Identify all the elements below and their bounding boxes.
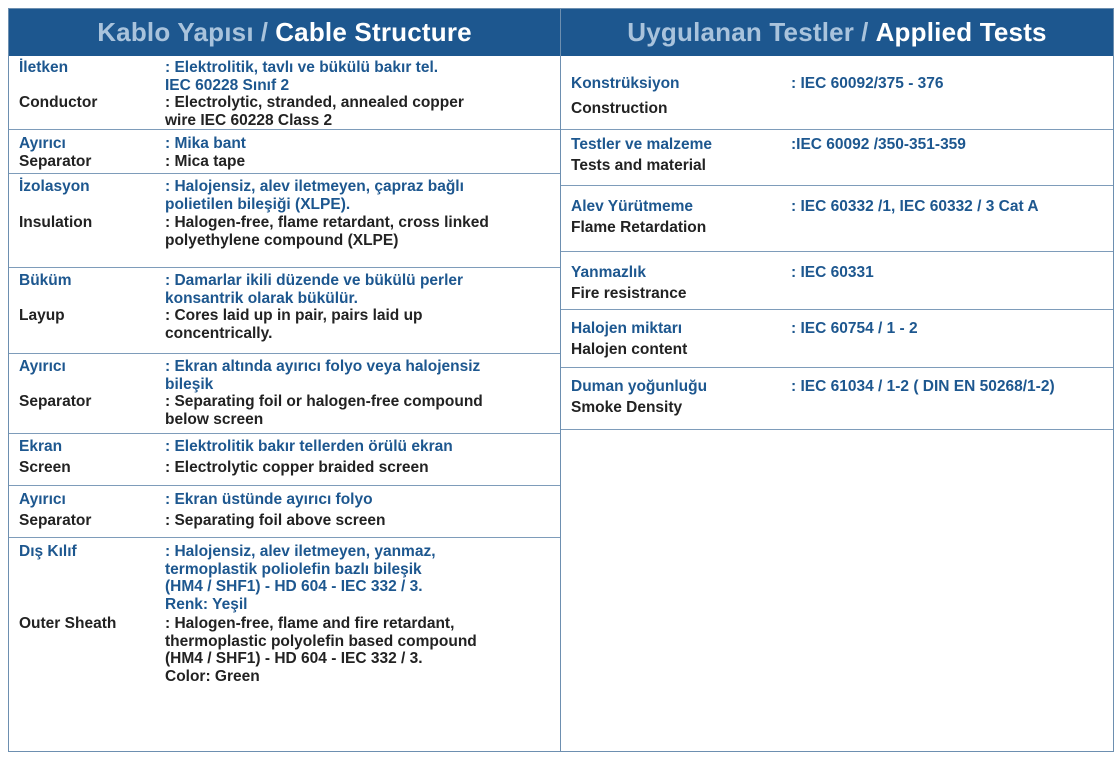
- header-title-en: Applied Tests: [875, 17, 1047, 47]
- test-row-flame-retardation: [561, 186, 1113, 252]
- header-title-tr: Kablo Yapısı: [97, 17, 254, 47]
- test-en-line: [571, 100, 1109, 118]
- row-label-tr: Dış Kılıf: [19, 543, 77, 560]
- row-tr-line: [19, 543, 556, 613]
- row-tr-line: [19, 438, 556, 456]
- row-en-line: [19, 512, 556, 530]
- structure-row-layup: [9, 268, 560, 354]
- row-label-en: Separator: [19, 393, 92, 410]
- row-value-tr: : Damarlar ikili düzende ve bükülü perler konsantrik olarak bükülür.: [165, 272, 464, 307]
- row-value-tr: : Mika bant: [165, 135, 246, 152]
- row-en-line: [19, 393, 556, 428]
- row-value-en: : Mica tape: [165, 152, 246, 170]
- row-en-line: [19, 615, 556, 685]
- test-value: :IEC 60092 /350-351-359: [791, 136, 966, 153]
- test-row-tests-material: [561, 130, 1113, 186]
- row-label-tr: Ayırıcı: [19, 135, 66, 152]
- row-label-en: Conductor: [19, 94, 98, 111]
- test-value: : IEC 60332 /1, IEC 60332 / 3 Cat A: [791, 198, 1039, 215]
- test-label-tr: Konstrüksiyon: [571, 75, 680, 92]
- test-value: : IEC 60331: [791, 264, 874, 281]
- structure-row-separator-foil: [9, 354, 560, 434]
- row-value-en: : Halogen-free, flame and fire retardant, thermoplastic polyolefin based compound (HM4 / SHF1) - HD 604 - IEC 332 / 3. Color: Green: [165, 615, 477, 685]
- test-tr-line: [571, 378, 1109, 396]
- test-label-en: Halojen content: [571, 341, 688, 358]
- row-label-tr: Ayırıcı: [19, 491, 66, 508]
- structure-row-screen: [9, 434, 560, 486]
- test-label-en: Construction: [571, 100, 668, 117]
- row-tr-line: [19, 178, 556, 213]
- row-tr-line: [19, 272, 556, 307]
- test-label-tr: Halojen miktarı: [571, 320, 683, 337]
- row-label-tr: Büküm: [19, 272, 72, 289]
- test-en-line: [571, 341, 1109, 359]
- row-label-en: Separator: [19, 511, 92, 529]
- test-label-tr: Alev Yürütmeme: [571, 198, 694, 215]
- row-tr-line: [19, 135, 556, 153]
- row-label-en: Separator: [19, 152, 92, 170]
- row-label-tr: İzolasyon: [19, 178, 90, 195]
- test-tr-line: [571, 320, 1109, 338]
- test-tr-line: [571, 264, 1109, 282]
- row-en-line: [19, 307, 556, 342]
- row-en-line: [19, 94, 556, 129]
- row-value-tr: : Elektrolitik bakır tellerden örülü ekran: [165, 438, 453, 455]
- test-value: : IEC 60754 / 1 - 2: [791, 320, 918, 337]
- test-row-fire-resistance: [561, 252, 1113, 310]
- row-value-en: : Electrolytic, stranded, annealed copper wire IEC 60228 Class 2: [165, 94, 464, 129]
- test-label-en: Smoke Density: [571, 399, 683, 416]
- test-en-line: [571, 285, 1109, 303]
- structure-row-separator-above-screen: [9, 486, 560, 538]
- structure-row-outer-sheath: [9, 538, 560, 708]
- test-label-en: Flame Retardation: [571, 219, 707, 236]
- row-label-en: Outer Sheath: [19, 615, 117, 632]
- test-label-en: Fire resistrance: [571, 285, 687, 302]
- row-label-en: Insulation: [19, 214, 93, 231]
- test-tr-line: [571, 198, 1109, 216]
- test-label-tr: Duman yoğunluğu: [571, 378, 708, 395]
- applied-tests-panel: [560, 8, 1114, 752]
- structure-row-conductor: [9, 56, 560, 130]
- row-en-line: [19, 214, 556, 249]
- test-row-halogen-content: [561, 310, 1113, 368]
- row-tr-line: [19, 358, 556, 393]
- header-title-tr: Uygulanan Testler: [627, 17, 855, 47]
- applied-tests-header: [561, 9, 1113, 56]
- test-value: : IEC 60092/375 - 376: [791, 75, 944, 92]
- test-label-tr: Yanmazlık: [571, 264, 646, 281]
- row-value-tr: : Halojensiz, alev iletmeyen, çapraz bağlı polietilen bileşiği (XLPE).: [165, 178, 464, 213]
- test-en-line: [571, 399, 1109, 417]
- test-tr-line: [571, 136, 1109, 154]
- row-value-tr: : Elektrolitik, tavlı ve bükülü bakır tel. IEC 60228 Sınıf 2: [165, 59, 439, 94]
- test-label-en: Tests and material: [571, 157, 706, 174]
- row-tr-line: [19, 491, 556, 509]
- header-title-separator: /: [260, 17, 269, 47]
- header-title-en: Cable Structure: [275, 17, 472, 47]
- row-en-line: [19, 153, 556, 171]
- row-label-tr: İletken: [19, 59, 69, 76]
- row-value-en: : Cores laid up in pair, pairs laid up concentrically.: [165, 307, 423, 342]
- test-row-smoke-density: [561, 368, 1113, 430]
- cable-structure-panel: [8, 8, 561, 752]
- test-en-line: [571, 157, 1109, 175]
- row-value-tr: : Halojensiz, alev iletmeyen, yanmaz, termoplastik poliolefin bazlı bileşik (HM4 / SHF1) - HD 604 - IEC 332 / 3. Renk: Yeşil: [165, 543, 436, 613]
- row-value-tr: : Ekran altında ayırıcı folyo veya halojensiz bileşik: [165, 358, 481, 393]
- row-label-tr: Ekran: [19, 438, 63, 455]
- test-label-tr: Testler ve malzeme: [571, 136, 713, 153]
- test-value: : IEC 61034 / 1-2 ( DIN EN 50268/1-2): [791, 378, 1055, 395]
- row-value-en: : Halogen-free, flame retardant, cross linked polyethylene compound (XLPE): [165, 214, 489, 249]
- test-en-line: [571, 219, 1109, 237]
- row-value-en: : Separating foil above screen: [165, 511, 386, 529]
- row-label-en: Layup: [19, 307, 65, 324]
- row-label-tr: Ayırıcı: [19, 358, 66, 375]
- header-gap: [561, 56, 1113, 64]
- row-value-en: : Separating foil or halogen-free compound below screen: [165, 393, 483, 428]
- test-row-construction: [561, 64, 1113, 130]
- row-tr-line: [19, 59, 556, 94]
- row-en-line: [19, 459, 556, 477]
- header-title-separator: /: [861, 17, 869, 47]
- row-label-en: Screen: [19, 458, 71, 476]
- structure-row-insulation: [9, 174, 560, 268]
- cable-structure-header: [9, 9, 560, 56]
- row-value-tr: : Ekran üstünde ayırıcı folyo: [165, 491, 373, 508]
- structure-row-separator-mica: [9, 130, 560, 174]
- test-tr-line: [571, 75, 1109, 93]
- row-value-en: : Electrolytic copper braided screen: [165, 458, 429, 476]
